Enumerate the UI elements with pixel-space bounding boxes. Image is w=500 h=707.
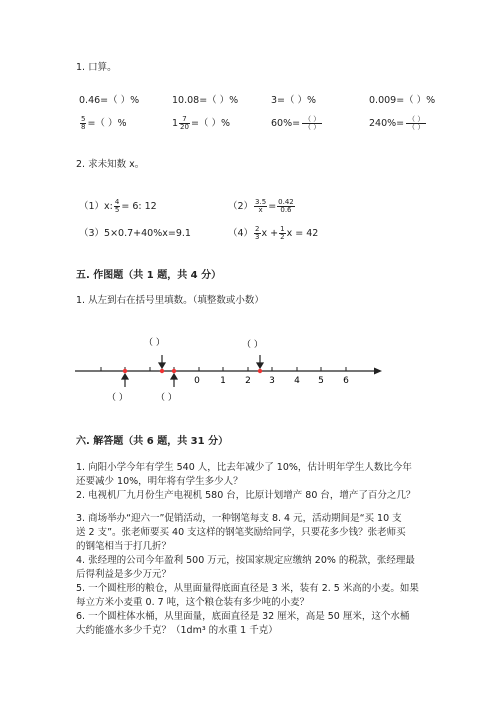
- fraction: $\frac{3.5}{x}$: [255, 198, 267, 214]
- problem-line: 4. 张经理的公司今年盈利 500 万元，按国家规定应缴纳 20% 的税款，张经理最: [76, 555, 415, 566]
- tick-label: 4: [294, 376, 300, 386]
- problem-line: 大约能盛水多少千克？（1dm³ 的水重 1 千克）: [76, 625, 278, 636]
- problem-line: 1. 向阳小学今年有学生 540 人，比去年减少了 10%，估计明年学生人数比今年: [76, 462, 412, 473]
- tick-label: 5: [318, 376, 324, 386]
- answer-blank: （ ）: [107, 393, 128, 403]
- problem-line: 2. 电视机厂九月份生产电视机 580 台，比原计划增产 80 台，增产了百分之几？: [76, 490, 416, 501]
- answer-blank: （ ）: [242, 340, 263, 350]
- tick-label: 0: [194, 376, 200, 386]
- solve-problem-2: （2） $\frac{3.5}{x}$ = $\frac{0.42}{0.6}$: [228, 198, 294, 214]
- number-line-figure: [70, 332, 390, 412]
- oral-item-6: 1 $\frac{7}{20}$ =（ ）%: [172, 115, 230, 131]
- answer-blank: （ ）: [144, 338, 165, 348]
- problem-line: 后得利益是多少万元？: [76, 569, 172, 580]
- problem-line: 送 2 支”。张老师要买 40 支这样的钢笔奖励给同学，只要花多少钱？张老师买: [76, 527, 406, 538]
- oral-item-8: 240%= （ ） （ ）: [369, 115, 425, 131]
- fraction: $\frac{1}{2}$: [280, 225, 285, 241]
- number-line-ticks: [101, 367, 346, 371]
- section5-question-1: 1. 从左到右在括号里填数。（填整数或小数）: [76, 295, 264, 306]
- tick-label: 1: [220, 376, 226, 386]
- section6-title: 六. 解答题（共 6 题，共 31 分）: [76, 436, 229, 447]
- problem-line: 每立方米小麦重 0. 7 吨，这个粮仓装有多少吨的小麦？: [76, 597, 310, 608]
- fraction: $\frac{5}{8}$: [81, 115, 86, 131]
- fraction: $\frac{0.42}{0.6}$: [278, 198, 294, 214]
- arrow-down-icon: [159, 355, 165, 368]
- oral-item-3: 3=（ ）%: [271, 95, 317, 106]
- problem-line: 6. 一个圆柱体水桶，从里面量，底面直径是 32 厘米，高是 50 厘米，这个水桶: [76, 611, 410, 622]
- solve-problem-1: （1）x: $\frac{4}{5}$ = 6: 12: [79, 198, 157, 214]
- oral-item-2: 10.08=（ ）%: [172, 95, 239, 106]
- oral-item-7: 60%= （ ） （ ）: [271, 115, 321, 131]
- marked-point: [258, 369, 262, 373]
- solve-problem-3: （3）5×0.7+40%x=9.1: [79, 228, 191, 239]
- fraction-blank: （ ） （ ）: [304, 115, 321, 131]
- marked-point: [172, 369, 176, 373]
- tick-label: 6: [343, 376, 349, 386]
- oral-item-1: 0.46=（ ）%: [79, 95, 140, 106]
- oral-item-5: $\frac{5}{8}$ =（ ）%: [81, 115, 127, 131]
- oral-item-4: 0.009=（ ）%: [369, 95, 436, 106]
- problem-line: 还要减少 10%，明年将有学生多少人？: [76, 476, 243, 487]
- marked-point: [123, 369, 127, 373]
- problem-line: 的钢笔相当于打几折？: [76, 541, 172, 552]
- tick-label: 2: [245, 376, 251, 386]
- fraction: $\frac{7}{20}$: [180, 115, 189, 131]
- number-line-arrowhead: [374, 368, 382, 375]
- fraction: $\frac{4}{5}$: [114, 198, 120, 214]
- arrow-up-icon: [171, 374, 177, 387]
- fraction-blank: （ ） （ ）: [408, 115, 425, 131]
- section5-title: 五. 作图题（共 1 题，共 4 分）: [76, 270, 222, 281]
- arrow-down-icon: [257, 355, 263, 368]
- solve-problem-4: （4） $\frac{2}{3}$ x + $\frac{1}{2}$ x = 42: [228, 225, 319, 241]
- arrow-up-icon: [122, 374, 128, 387]
- problem-line: 3. 商场举办“迎六一”促销活动，一种钢笔每支 8. 4 元，活动期间是“买 10 支: [76, 513, 402, 524]
- marked-point: [160, 369, 164, 373]
- answer-blank: （ ）: [156, 393, 177, 403]
- problem-line: 5. 一个圆柱形的粮仓，从里面量得底面直径是 3 米，装有 2. 5 米高的小麦。如果: [76, 583, 419, 594]
- oral-calc-heading: 1. 口算。: [76, 62, 117, 73]
- solve-heading: 2. 求未知数 x。: [76, 159, 145, 170]
- tick-label: 3: [269, 376, 275, 386]
- fraction: $\frac{2}{3}$: [255, 225, 260, 241]
